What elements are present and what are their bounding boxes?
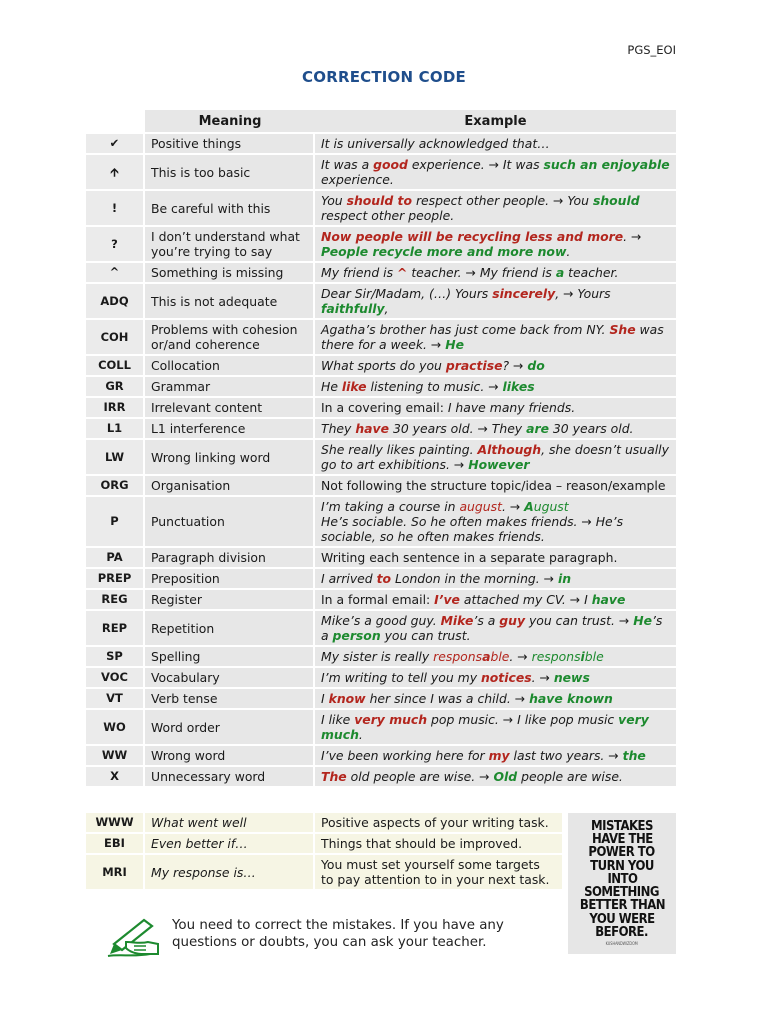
error-text: The (321, 769, 347, 784)
row-meaning: This is too basic (145, 155, 315, 189)
correction-text: very much (321, 712, 649, 742)
poster-line: BETTER THAN (579, 897, 665, 914)
correction-text: People recycle more and more now (321, 244, 567, 259)
row-example (315, 398, 676, 417)
table-row (86, 767, 676, 786)
example-text: teacher. (564, 265, 619, 280)
row-code: WW (86, 746, 145, 765)
example-text: 30 years old. → They (389, 421, 527, 436)
error-text: good (373, 157, 408, 172)
feedback-table (86, 811, 562, 891)
example-text: , → Yours (555, 286, 611, 301)
example-text: My sister is really (321, 649, 434, 664)
example-text: They (321, 421, 356, 436)
correction-text: have (591, 592, 626, 607)
row-meaning: Spelling (145, 647, 315, 666)
example-text: teacher. → My friend is (407, 265, 556, 280)
example-text: experience. → It was (407, 157, 544, 172)
row-meaning: Paragraph division (145, 548, 315, 567)
correction-text: news (553, 670, 590, 685)
row-code: COLL (86, 356, 145, 375)
example-text: I’m taking a course in (321, 499, 460, 514)
feedback-code: WWW (86, 813, 145, 832)
error-text: a (482, 649, 491, 664)
example-text: He (321, 379, 342, 394)
feedback-code: EBI (86, 834, 145, 853)
error-text: very much (354, 712, 428, 727)
error-text: respons (433, 649, 483, 664)
table-row (86, 356, 676, 375)
row-meaning: Vocabulary (145, 668, 315, 687)
row-example (315, 227, 676, 261)
correction-text: are (526, 421, 549, 436)
header-meaning: Meaning (145, 110, 315, 132)
feedback-body (86, 813, 562, 889)
table-row (86, 668, 676, 687)
example-text: experience. (321, 172, 394, 187)
row-code: COH (86, 320, 145, 354)
feedback-row (86, 834, 562, 853)
row-code: PREP (86, 569, 145, 588)
row-example (315, 419, 676, 438)
example-text: . → (501, 499, 525, 514)
row-meaning: Something is missing (145, 263, 315, 282)
example-text: pop music. → I like pop music (427, 712, 619, 727)
row-code: ! (86, 191, 145, 225)
error-text: Although (477, 442, 542, 457)
row-meaning: Repetition (145, 611, 315, 645)
poster-line: HAVE THE (591, 831, 653, 848)
feedback-name: My response is… (145, 855, 315, 889)
poster-line: SOMETHING (584, 884, 660, 901)
example-text: , she doesn’t usually go to art exhibitions. → (321, 442, 669, 472)
row-code: LW (86, 440, 145, 474)
feedback-description: Positive aspects of your writing task. (315, 813, 562, 832)
row-example (315, 191, 676, 225)
correction-text: a (555, 265, 565, 280)
poster-credit: KUSHANDWIZDOM (605, 940, 639, 946)
row-code: ADQ (86, 284, 145, 318)
row-example (315, 377, 676, 396)
row-example (315, 263, 676, 282)
document-code: PGS_EOI (627, 43, 676, 57)
table-row (86, 134, 676, 153)
row-meaning: Wrong linking word (145, 440, 315, 474)
table-row (86, 569, 676, 588)
row-code: WO (86, 710, 145, 744)
example-segment: He’s sociable. So he often makes friends. → He’s sociable, so he often makes friends. (321, 514, 624, 544)
table-row (86, 689, 676, 708)
row-example (315, 710, 676, 744)
correction-text: Old (493, 769, 518, 784)
correction-text: faithfully (321, 301, 385, 316)
row-code: VOC (86, 668, 145, 687)
example-text: ’s a (321, 613, 663, 643)
row-example (315, 155, 676, 189)
row-example (315, 476, 676, 495)
example-text: you can trust. → (525, 613, 634, 628)
correction-code-table (86, 108, 676, 788)
row-example (315, 689, 676, 708)
row-code: 🡩 (86, 155, 145, 189)
table-row (86, 746, 676, 765)
row-code: L1 (86, 419, 145, 438)
table-row (86, 440, 676, 474)
table-row (86, 590, 676, 609)
row-example (315, 767, 676, 786)
error-text: She (609, 322, 636, 337)
feedback-name: What went well (145, 813, 315, 832)
row-example (315, 548, 676, 567)
table-header-row (86, 110, 676, 132)
correction-text: He (633, 613, 652, 628)
row-example (315, 320, 676, 354)
poster-line: MISTAKES (591, 818, 653, 835)
header-blank (86, 110, 145, 132)
example-text: I’ve been working here for (321, 748, 489, 763)
example-text: . (566, 244, 571, 259)
error-text: should to (346, 193, 412, 208)
example-text: . → (509, 649, 532, 664)
example-text: her since I was a child. → (365, 691, 530, 706)
row-code: GR (86, 377, 145, 396)
correction-text: However (468, 457, 530, 472)
table-row (86, 497, 676, 546)
table-row (86, 263, 676, 282)
row-meaning: I don’t understand what you’re trying to say (145, 227, 315, 261)
example-text: It is universally acknowledged that… (321, 136, 550, 151)
correction-text: person (332, 628, 381, 643)
correction-text: likes (502, 379, 535, 394)
page-title: CORRECTION CODE (302, 68, 466, 86)
poster-line: TURN YOU (590, 857, 654, 874)
error-text: a (459, 499, 468, 514)
example-text: . → (531, 670, 554, 685)
table-row (86, 191, 676, 225)
correction-text: A (524, 499, 534, 514)
table-row (86, 548, 676, 567)
example-text: listening to music. → (366, 379, 503, 394)
error-text: practise (445, 358, 503, 373)
example-text: I (321, 691, 329, 706)
row-code: SP (86, 647, 145, 666)
feedback-description: You must set yourself some targets to pay attention to in your next task. (315, 855, 562, 889)
row-example (315, 590, 676, 609)
example-text: people are wise. (517, 769, 623, 784)
row-example (315, 569, 676, 588)
feedback-row (86, 813, 562, 832)
row-code: REG (86, 590, 145, 609)
feedback-code: MRI (86, 855, 145, 889)
row-meaning: Problems with cohesion or/and coherence (145, 320, 315, 354)
row-example (315, 134, 676, 153)
row-meaning: Unnecessary word (145, 767, 315, 786)
row-meaning: Preposition (145, 569, 315, 588)
row-meaning: Grammar (145, 377, 315, 396)
row-example (315, 746, 676, 765)
example-text: last two years. → (509, 748, 623, 763)
example-text: In a covering email: (321, 400, 448, 415)
example-text: Dear Sir/Madam, (…) Yours (321, 286, 493, 301)
error-text: Now people will be recycling less and more (321, 229, 624, 244)
example-text: My friend is (321, 265, 397, 280)
error-text: Mike (440, 613, 474, 628)
row-example (315, 356, 676, 375)
error-text: guy (499, 613, 526, 628)
instruction-note: You need to correct the mistakes. If you have any questions or doubts, you can ask your teacher. (172, 918, 504, 950)
pen-writing-icon (100, 914, 162, 960)
poster-line: BEFORE. (595, 923, 649, 940)
error-text: have (355, 421, 389, 436)
poster-line: YOU WERE (589, 910, 655, 927)
example-text: You (321, 193, 347, 208)
row-code: IRR (86, 398, 145, 417)
error-text: ble (490, 649, 510, 664)
poster-line: POWER TO (588, 844, 656, 861)
error-text: ugust (467, 499, 502, 514)
row-meaning: Verb tense (145, 689, 315, 708)
row-code: ORG (86, 476, 145, 495)
error-text: I’ve (434, 592, 460, 607)
table-row (86, 419, 676, 438)
table-row (86, 476, 676, 495)
example-text: In a formal email: (321, 592, 435, 607)
table-row (86, 320, 676, 354)
row-code: ✔ (86, 134, 145, 153)
row-code: ^ (86, 263, 145, 282)
row-code: REP (86, 611, 145, 645)
row-code: VT (86, 689, 145, 708)
row-meaning: Register (145, 590, 315, 609)
error-text: sincerely (492, 286, 556, 301)
motivational-poster (568, 813, 676, 954)
correction-text: do (527, 358, 545, 373)
table-row (86, 377, 676, 396)
example-text: It was a (321, 157, 374, 172)
row-meaning: L1 interference (145, 419, 315, 438)
row-meaning: This is not adequate (145, 284, 315, 318)
error-text: ^ (396, 265, 408, 280)
example-text: ? → (502, 358, 528, 373)
row-example (315, 647, 676, 666)
table-row (86, 710, 676, 744)
example-text: London in the morning. → (391, 571, 558, 586)
poster-line: INTO (607, 870, 637, 887)
table-row (86, 398, 676, 417)
example-text: , (384, 301, 389, 316)
row-code: P (86, 497, 145, 546)
example-text: respect other people. (321, 208, 455, 223)
error-text: my (488, 748, 510, 763)
error-text: to (376, 571, 392, 586)
table-body (86, 134, 676, 786)
feedback-description: Things that should be improved. (315, 834, 562, 853)
row-example (315, 497, 676, 546)
row-meaning: Wrong word (145, 746, 315, 765)
row-example (315, 284, 676, 318)
example-text: you can trust. (380, 628, 471, 643)
row-meaning: Organisation (145, 476, 315, 495)
table-row (86, 227, 676, 261)
example-text: I’m writing to tell you my (321, 670, 481, 685)
example-text: . → (623, 229, 642, 244)
row-meaning: Irrelevant content (145, 398, 315, 417)
example-text: ’s a (473, 613, 500, 628)
example-text: respect other people. → You (412, 193, 593, 208)
example-text: What sports do you (321, 358, 446, 373)
row-example (315, 440, 676, 474)
error-text: know (328, 691, 366, 706)
error-text: notices (480, 670, 532, 685)
correction-text: such an enjoyable (543, 157, 670, 172)
correction-text: i (580, 649, 585, 664)
example-text: I arrived (321, 571, 377, 586)
row-example (315, 668, 676, 687)
correction-text: ugust (533, 499, 569, 514)
correction-text: respons (531, 649, 581, 664)
row-meaning: Word order (145, 710, 315, 744)
example-text: I have many friends. (447, 400, 576, 415)
example-text: Not following the structure topic/idea – reason/example (321, 478, 666, 493)
example-text: Agatha’s brother has just come back from NY. (321, 322, 610, 337)
correction-text: in (558, 571, 572, 586)
example-text: was there for a week. → (321, 322, 664, 352)
feedback-name: Even better if… (145, 834, 315, 853)
table-row (86, 611, 676, 645)
correction-text: He (445, 337, 465, 352)
table-row (86, 284, 676, 318)
example-text: I like (321, 712, 355, 727)
row-meaning: Collocation (145, 356, 315, 375)
row-meaning: Punctuation (145, 497, 315, 546)
table-row (86, 155, 676, 189)
row-meaning: Positive things (145, 134, 315, 153)
example-text: 30 years old. (548, 421, 634, 436)
error-text: like (341, 379, 367, 394)
example-text: attached my CV. → I (459, 592, 592, 607)
correction-text: the (622, 748, 646, 763)
correction-text: ble (584, 649, 604, 664)
table-row (86, 647, 676, 666)
example-text: . (358, 727, 363, 742)
example-text: Writing each sentence in a separate paragraph. (321, 550, 618, 565)
header-example: Example (315, 110, 676, 132)
row-code: ? (86, 227, 145, 261)
example-text: She really likes painting. (321, 442, 478, 457)
row-meaning: Be careful with this (145, 191, 315, 225)
row-code: PA (86, 548, 145, 567)
example-text: old people are wise. → (346, 769, 494, 784)
correction-text: should (592, 193, 640, 208)
row-example (315, 611, 676, 645)
row-code: X (86, 767, 145, 786)
example-text: Mike’s a good guy. (321, 613, 441, 628)
correction-text: have known (529, 691, 613, 706)
feedback-row (86, 855, 562, 889)
